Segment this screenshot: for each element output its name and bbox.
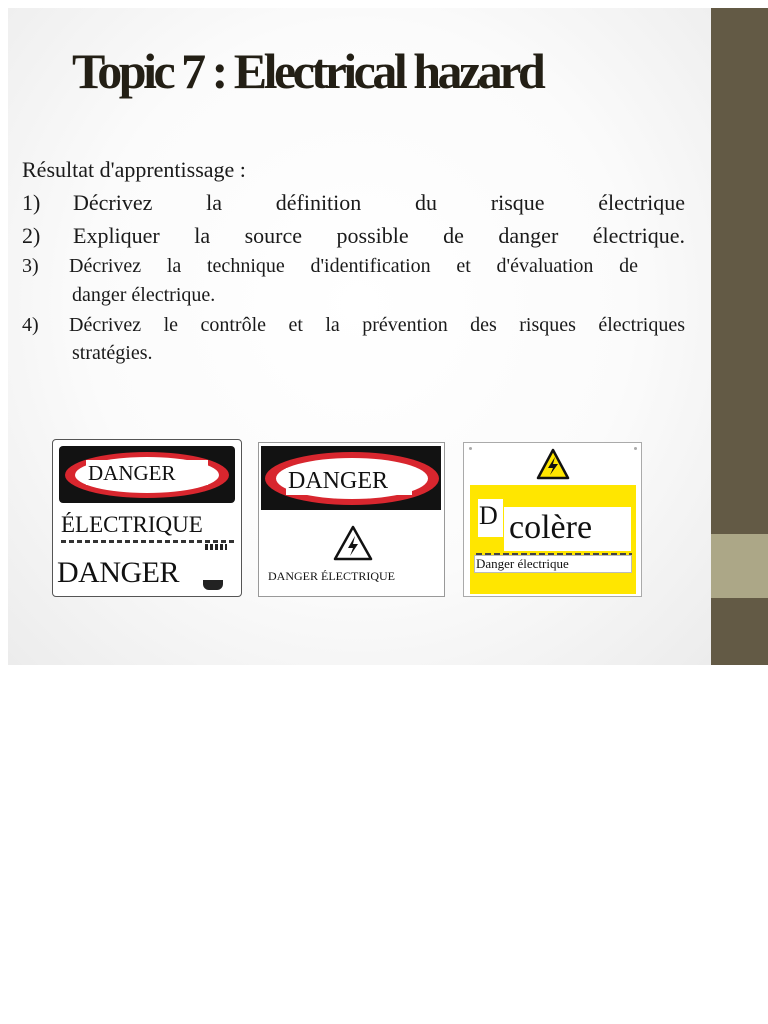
objective-number: 1): [22, 190, 41, 215]
objective-text: Décrivez le contrôle et la prévention des risques électriques: [69, 314, 685, 336]
sign-label: ÉLECTRIQUE: [61, 512, 203, 537]
objective-text: Expliquer la source possible de danger électrique.: [73, 223, 685, 248]
objective-number: 4): [22, 314, 39, 336]
sign-label: DANGER ÉLECTRIQUE: [268, 569, 395, 583]
objective-item: [22, 223, 685, 249]
objective-continuation: stratégies.: [72, 342, 153, 364]
high-voltage-warning-icon: [333, 525, 373, 561]
objective-text: Décrivez la technique d'identification et d'évaluation de: [69, 255, 638, 277]
objective-item: [22, 314, 685, 337]
danger-sign-image-2: [258, 442, 445, 597]
sign-label: D: [479, 501, 498, 530]
learning-outcomes-heading: Résultat d'apprentissage :: [22, 157, 246, 182]
sign-label: DANGER: [88, 461, 176, 485]
objective-continuation: danger électrique.: [72, 284, 216, 306]
sign-label: DANGER: [288, 468, 388, 494]
objective-item: [22, 255, 638, 278]
sign-label: Danger électrique: [476, 556, 569, 571]
objective-number: 3): [22, 255, 39, 277]
danger-sign-image-3: [463, 442, 642, 597]
danger-sign-image-1: [52, 439, 242, 597]
slide-sidebar-accent: [711, 534, 768, 598]
slide-title: Topic 7 : Electrical hazard: [72, 43, 543, 99]
high-voltage-warning-icon: [536, 448, 570, 480]
sign-label: DANGER: [57, 556, 179, 589]
sign-label: colère: [509, 509, 593, 546]
objective-number: 2): [22, 223, 41, 248]
objective-text: Décrivez la définition du risque électrique: [73, 190, 685, 215]
objective-item: [22, 190, 685, 216]
